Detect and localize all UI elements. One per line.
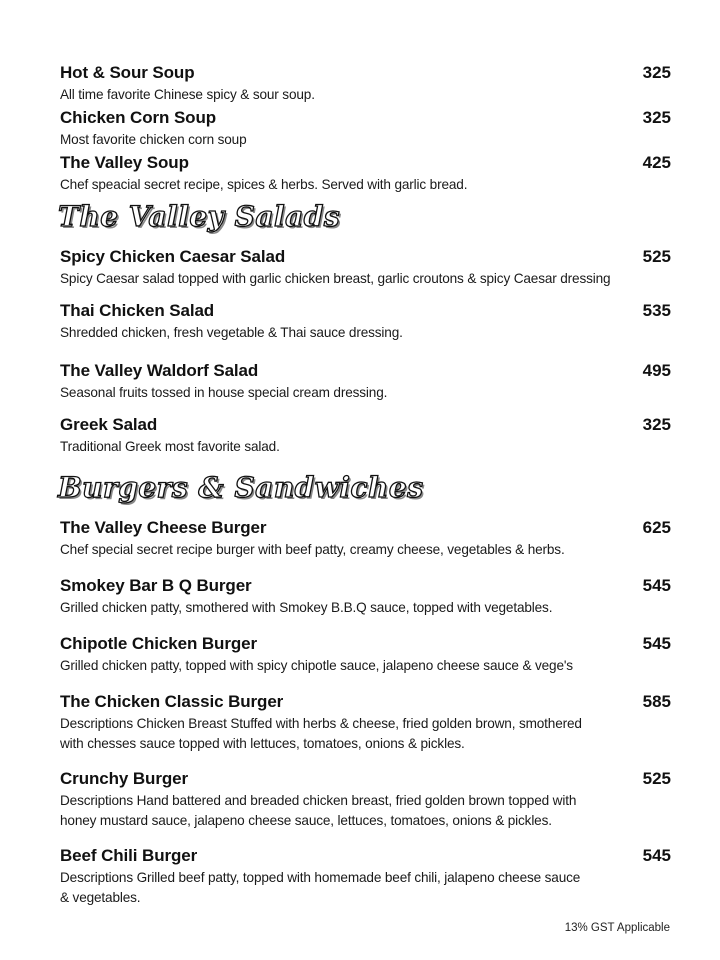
item-price: 625 bbox=[642, 518, 671, 537]
item-name: The Valley Cheese Burger bbox=[60, 518, 267, 537]
item-description: Chef speacial secret recipe, spices & herbs. Served with garlic bread. bbox=[60, 177, 468, 192]
item-price: 525 bbox=[642, 769, 671, 788]
item-description: Grilled chicken patty, topped with spicy chipotle sauce, jalapeno cheese sauce & vege's bbox=[60, 658, 573, 673]
menu-item bbox=[60, 301, 671, 343]
item-name: Smokey Bar B Q Burger bbox=[60, 576, 252, 595]
item-name: Thai Chicken Salad bbox=[60, 301, 215, 320]
item-description: with chesses sauce topped with lettuces, tomatoes, onions & pickles. bbox=[60, 736, 465, 751]
item-name: Spicy Chicken Caesar Salad bbox=[60, 247, 286, 266]
item-description: Grilled chicken patty, smothered with Smokey B.B.Q sauce, topped with vegetables. bbox=[60, 600, 553, 615]
item-description: Spicy Caesar salad topped with garlic chicken breast, garlic croutons & spicy Caesar dressing bbox=[60, 271, 611, 286]
item-price: 545 bbox=[642, 576, 671, 595]
item-price: 325 bbox=[642, 63, 671, 82]
item-price: 535 bbox=[642, 301, 671, 320]
menu-item bbox=[60, 63, 671, 105]
item-name: The Valley Soup bbox=[60, 153, 189, 172]
item-name: Crunchy Burger bbox=[60, 769, 189, 788]
item-description: Descriptions Hand battered and breaded chicken breast, fried golden brown topped with bbox=[60, 793, 577, 808]
menu-item bbox=[60, 247, 671, 289]
item-description: Seasonal fruits tossed in house special cream dressing. bbox=[60, 385, 388, 400]
item-name: Chipotle Chicken Burger bbox=[60, 634, 258, 653]
item-price: 325 bbox=[642, 415, 671, 434]
item-description: Shredded chicken, fresh vegetable & Thai sauce dressing. bbox=[60, 325, 403, 340]
tax-note: 13% GST Applicable bbox=[564, 922, 670, 934]
menu-item bbox=[60, 361, 671, 403]
item-description: Chef special secret recipe burger with beef patty, creamy cheese, vegetables & herbs. bbox=[60, 542, 565, 557]
item-name: Greek Salad bbox=[60, 415, 158, 434]
item-description: & vegetables. bbox=[60, 890, 141, 905]
item-name: The Chicken Classic Burger bbox=[60, 692, 284, 711]
item-price: 325 bbox=[642, 108, 671, 127]
menu-item bbox=[60, 108, 671, 150]
item-description: honey mustard sauce, jalapeno cheese sauce, lettuces, tomatoes, onions & pickles. bbox=[60, 813, 552, 828]
item-name: Chicken Corn Soup bbox=[60, 108, 217, 127]
item-description: All time favorite Chinese spicy & sour soup. bbox=[60, 87, 315, 102]
item-price: 495 bbox=[642, 361, 671, 380]
menu-item bbox=[60, 634, 671, 676]
item-price: 545 bbox=[642, 846, 671, 865]
item-price: 585 bbox=[642, 692, 671, 711]
menu-item bbox=[60, 153, 671, 195]
menu-item bbox=[60, 415, 671, 457]
menu-item bbox=[60, 692, 671, 754]
menu-item bbox=[60, 576, 671, 618]
item-price: 545 bbox=[642, 634, 671, 653]
item-description: Descriptions Grilled beef patty, topped with homemade beef chili, jalapeno cheese sauce bbox=[60, 870, 581, 885]
item-price: 525 bbox=[642, 247, 671, 266]
menu-item bbox=[60, 846, 671, 908]
menu-item bbox=[60, 518, 671, 560]
item-name: The Valley Waldorf Salad bbox=[60, 361, 259, 380]
item-description: Most favorite chicken corn soup bbox=[60, 132, 247, 147]
section-title-salads: The Valley Salads bbox=[58, 200, 341, 233]
menu-item bbox=[60, 769, 671, 831]
item-description: Traditional Greek most favorite salad. bbox=[60, 439, 280, 454]
item-name: Beef Chili Burger bbox=[60, 846, 198, 865]
item-name: Hot & Sour Soup bbox=[60, 63, 195, 82]
section-title-burgers: Burgers & Sandwiches bbox=[58, 471, 424, 504]
item-description: Descriptions Chicken Breast Stuffed with herbs & cheese, fried golden brown, smothered bbox=[60, 716, 582, 731]
item-price: 425 bbox=[642, 153, 671, 172]
